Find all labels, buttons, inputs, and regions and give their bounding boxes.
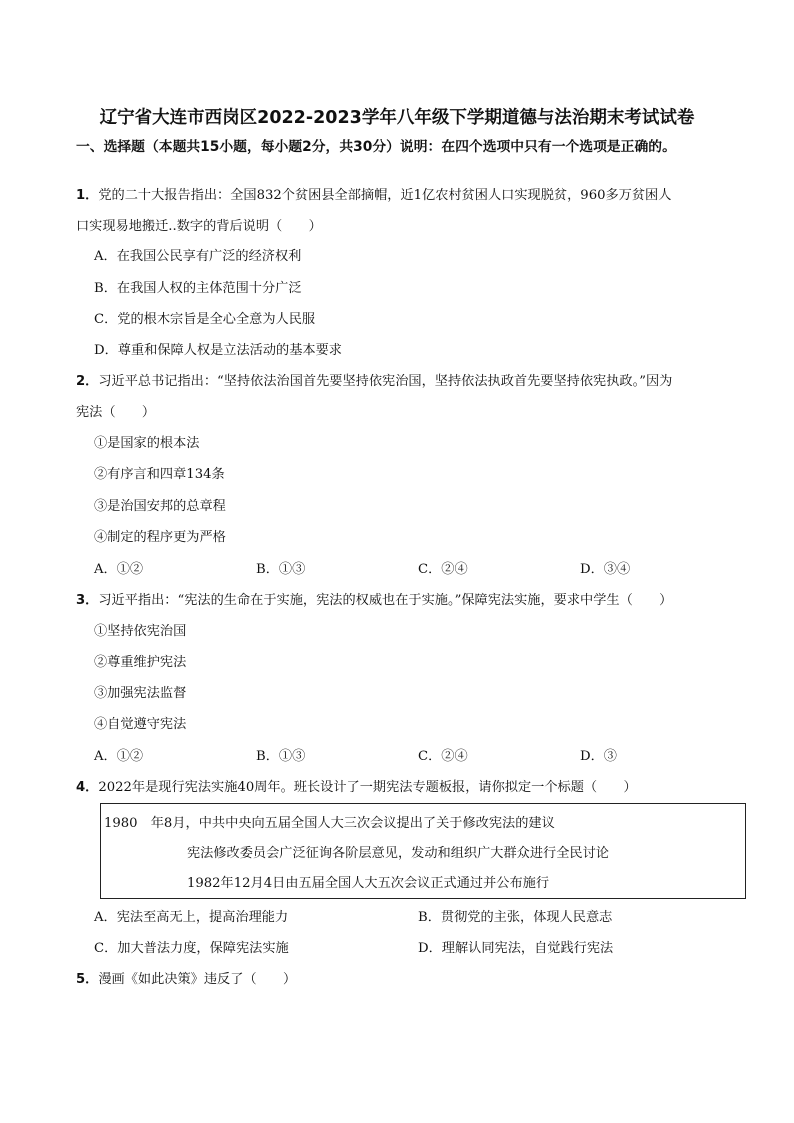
question-number: 2． (76, 374, 99, 389)
question-number: 3． (76, 593, 99, 608)
question-3-stem (76, 592, 672, 610)
q4-option-b: B．贯彻党的主张，体现人民意志 (418, 910, 613, 925)
q3-item-2: ②尊重维护宪法 (94, 655, 187, 670)
q4-material-box (100, 803, 746, 899)
question-text: 漫画《如此决策》违反了（ ） (98, 972, 297, 987)
q2-option-b: B．①③ (256, 562, 306, 577)
question-text: 党的二十大报告指出：全国832个贫困县全部摘帽，近1亿农村贫困人口实现脱贫，960多万贫困人 (98, 188, 672, 203)
q1-option-c: C．党的根木宗旨是全心全意为人民服 (94, 312, 316, 327)
question-text: 习近平指出：“宪法的生命在于实施，宪法的权威也在于实施。”保障宪法实施，要求中学生（ ） (98, 593, 673, 608)
q3-item-1: ①坚持依宪治国 (94, 624, 187, 639)
question-number: 4． (76, 780, 99, 795)
material-line-2: 宪法修改委员会广泛征询各阶层意见，发动和组织广大群众进行全民讨论 (187, 846, 609, 861)
q3-option-a: A．①② (94, 749, 144, 764)
q2-item-1: ①是国家的根本法 (94, 436, 200, 451)
q2-option-a: A．①② (94, 562, 144, 577)
q2-option-c: C．②④ (418, 562, 468, 577)
question-text: 2022年是现行宪法实施40周年。班长设计了一期宪法专题板报，请你拟定一个标题（ ） (98, 780, 637, 795)
q2-item-4: ④制定的程序更为严格 (94, 530, 226, 545)
question-4-stem (76, 779, 637, 797)
question-1-stem-cont: 口实现易地搬迁..数字的背后说明（ ） (76, 219, 322, 234)
q3-option-c: C．②④ (418, 749, 468, 764)
question-number: 5． (76, 972, 99, 987)
question-number: 1． (76, 188, 99, 203)
q3-item-3: ③加强宪法监督 (94, 686, 187, 701)
exam-title: 辽宁省大连市西岗区2022-2023学年八年级下学期道德与法治期末考试试卷 (99, 108, 695, 128)
q2-option-d: D．③④ (580, 562, 631, 577)
q4-option-a: A．宪法至高无上，提高治理能力 (94, 910, 289, 925)
material-line-1: 1980 年8月，中共中央向五届全国人大三次会议提出了关于修改宪法的建议 (104, 816, 555, 831)
question-2-stem-cont: 宪法（ ） (76, 405, 156, 420)
question-2-stem (76, 373, 672, 391)
q3-option-b: B．①③ (256, 749, 306, 764)
q1-option-d: D．尊重和保障人权是立法活动的基本要求 (94, 343, 342, 358)
q2-item-2: ②有序言和四章134条 (94, 467, 225, 482)
section-heading: 一、选择题（本题共15小题，每小题2分，共30分）说明：在四个选项中只有一个选项是正确的。 (76, 139, 676, 155)
question-1-stem (76, 187, 671, 205)
q3-option-d: D．③ (580, 749, 617, 764)
q4-option-d: D．理解认同宪法，自觉践行宪法 (418, 941, 614, 956)
question-text: 习近平总书记指出：“坚持依法治国首先要坚持依宪治国，坚持依法执政首先要坚持依宪执政。”因为 (98, 374, 673, 389)
question-5-stem (76, 971, 296, 989)
q3-item-4: ④自觉遵守宪法 (94, 717, 187, 732)
q2-item-3: ③是治国安邦的总章程 (94, 499, 226, 514)
material-line-3: 1982年12月4日由五届全国人大五次会议正式通过并公布施行 (187, 876, 550, 891)
q4-option-c: C．加大普法力度，保障宪法实施 (94, 941, 289, 956)
q1-option-a: A．在我国公民享有广泛的经济权利 (94, 249, 302, 264)
q1-option-b: B．在我国人权的主体范围十分广泛 (94, 281, 302, 296)
